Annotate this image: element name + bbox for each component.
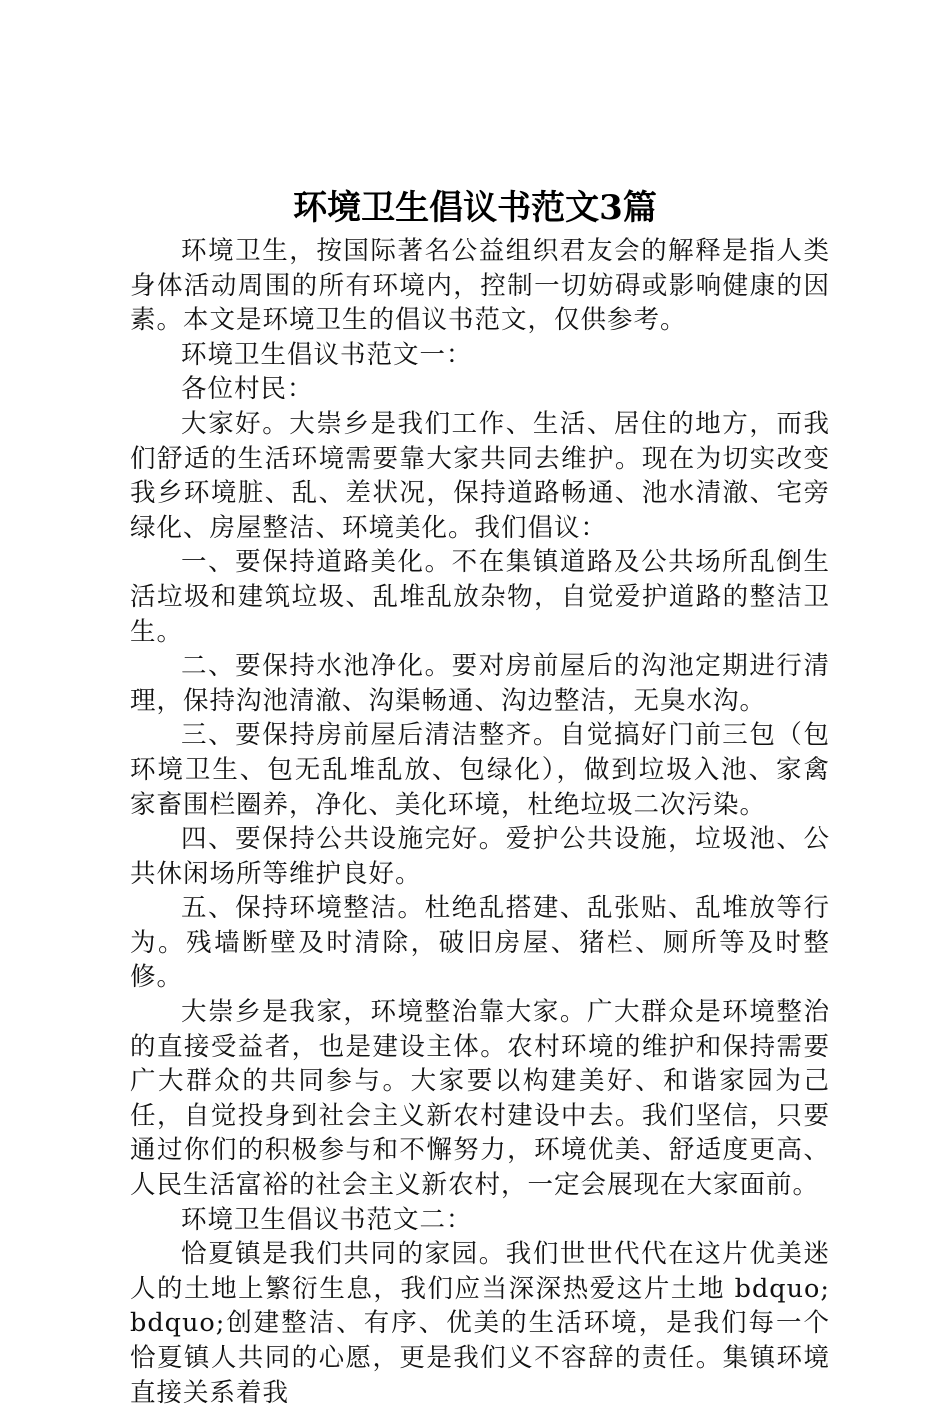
paragraph-closing: 大崇乡是我家，环境整治靠大家。广大群众是环境整治的直接受益者，也是建设主体。农村环境的维护和保持需要广大群众的共同参与。大家要以构建美好、和谐家园为己任，自觉投身到社会主义新农村建设中去。我们坚信，只要通过你们的积极参与和不懈努力，环境优美、舒适度更高、人民生活富裕的社会主义新农村，一定会展现在大家面前。 (130, 997, 830, 1201)
paragraph-greeting: 大家好。大崇乡是我们工作、生活、居住的地方，而我们舒适的生活环境需要靠大家共同去维护。现在为切实改变我乡环境脏、乱、差状况，保持道路畅通、池水清澈、宅旁绿化、房屋整洁、环境美化。我们倡议： (130, 408, 830, 543)
paragraph-item-3: 三、要保持房前屋后清洁整齐。自觉搞好门前三包（包环境卫生、包无乱堆乱放、包绿化），做到垃圾入池、家禽家畜围栏圈养，净化、美化环境，杜绝垃圾二次污染。 (130, 720, 830, 820)
paragraph-heading-two: 环境卫生倡议书范文二： (181, 1204, 473, 1235)
paragraph-intro: 环境卫生，按国际著名公益组织君友会的解释是指人类身体活动周围的所有环境内，控制一切妨碍或影响健康的因素。本文是环境卫生的倡议书范文，仅供参考。 (130, 236, 830, 336)
document-title: 环境卫生倡议书范文3篇 (293, 188, 657, 228)
paragraph-item-1: 一、要保持道路美化。不在集镇道路及公共场所乱倒生活垃圾和建筑垃圾、乱堆乱放杂物，自觉爱护道路的整洁卫生。 (130, 547, 830, 647)
paragraph-salutation: 各位村民： (181, 374, 314, 405)
paragraph-heading-one: 环境卫生倡议书范文一： (181, 339, 473, 370)
paragraph-second-intro: 恰夏镇是我们共同的家园。我们世世代代在这片优美迷人的土地上繁衍生息，我们应当深深热爱这片土地 bdquo;bdquo;创建整洁、有序、优美的生活环境，是我们每一个恰夏镇人共同的心愿，更是我们义不容辞的责任。集镇环境直接关系着我 (130, 1239, 830, 1408)
paragraph-item-5: 五、保持环境整洁。杜绝乱搭建、乱张贴、乱堆放等行为。残墙断壁及时清除，破旧房屋、猪栏、厕所等及时整修。 (130, 893, 830, 993)
paragraph-item-2: 二、要保持水池净化。要对房前屋后的沟池定期进行清理，保持沟池清澈、沟渠畅通、沟边整洁，无臭水沟。 (130, 651, 830, 716)
paragraph-item-4: 四、要保持公共设施完好。爱护公共设施，垃圾池、公共休闲场所等维护良好。 (130, 824, 830, 889)
document-body (130, 234, 830, 1410)
